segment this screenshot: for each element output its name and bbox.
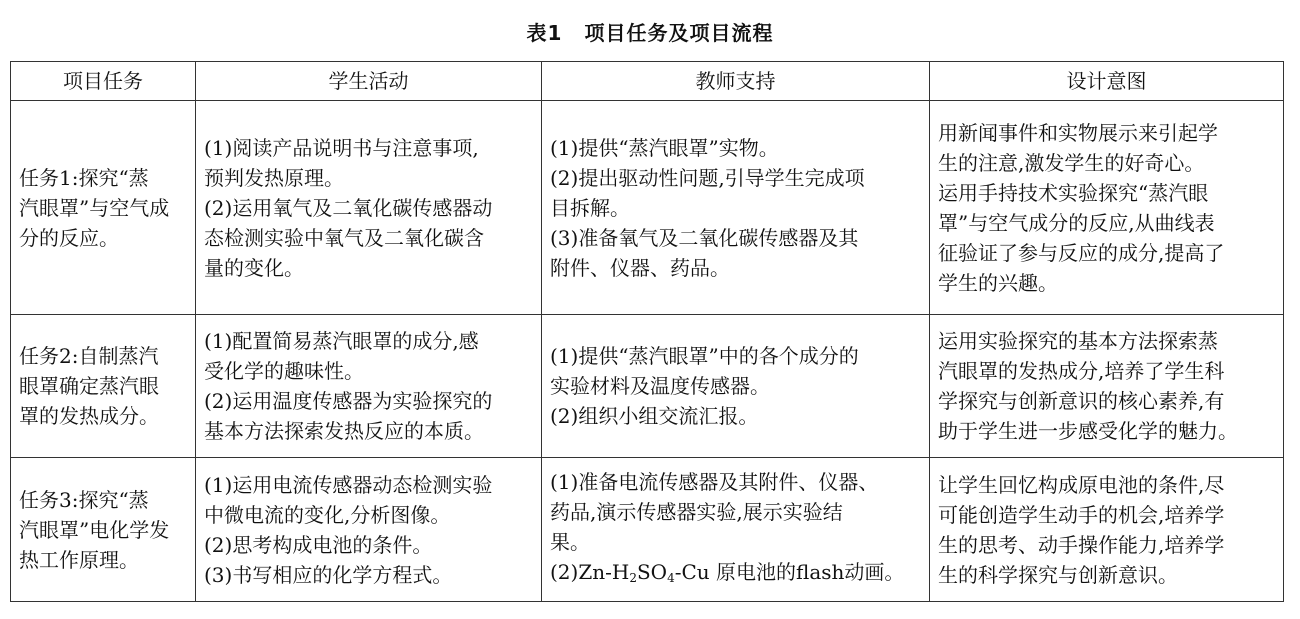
cell-line: (1)提供“蒸汽眼罩”实物。 bbox=[550, 135, 779, 160]
cell-line: (1)配置简易蒸汽眼罩的成分,感 bbox=[204, 329, 479, 353]
cell-line: (2)运用温度传感器为实验探究的 bbox=[204, 389, 493, 413]
cell-line: 汽眼罩”与空气成 bbox=[19, 195, 170, 220]
cell-line: (1)阅读产品说明书与注意事项, bbox=[204, 135, 479, 160]
cell-line: 任务2:自制蒸汽 bbox=[19, 344, 159, 368]
cell-line: 任务3:探究“蒸 bbox=[19, 487, 149, 512]
cell-line: 任务1:探究“蒸 bbox=[19, 165, 149, 190]
formula-suffix: -Cu 原电池的flash动画。 bbox=[674, 559, 905, 584]
design-intent-cell bbox=[930, 101, 1284, 315]
cell-line: 目拆解。 bbox=[550, 195, 630, 220]
header-task: 项目任务 bbox=[11, 62, 196, 101]
table-row bbox=[11, 458, 1284, 602]
table-title: 项目任务及项目流程 bbox=[584, 21, 774, 45]
formula-subscript: 4 bbox=[667, 570, 675, 585]
cell-line: 果。 bbox=[550, 529, 590, 554]
student-activity-cell bbox=[196, 315, 542, 458]
cell-line: (2)提出驱动性问题,引导学生完成项 bbox=[550, 165, 865, 190]
cell-line: 助于学生进一步感受化学的魅力。 bbox=[938, 419, 1238, 443]
cell-line: 学探究与创新意识的核心素养,有 bbox=[938, 389, 1225, 413]
cell-line: (2)运用氧气及二氧化碳传感器动 bbox=[204, 195, 493, 220]
cell-line: 征验证了参与反应的成分,提高了 bbox=[938, 240, 1225, 265]
header-row bbox=[11, 62, 1284, 101]
header-design-intent: 设计意图 bbox=[930, 62, 1284, 101]
table-number: 表1 bbox=[526, 21, 563, 45]
cell-line: (3)准备氧气及二氧化碳传感器及其 bbox=[550, 225, 859, 250]
formula-subscript: 2 bbox=[629, 570, 637, 585]
teacher-support-cell bbox=[542, 101, 930, 315]
table-caption bbox=[0, 20, 1300, 46]
student-activity-cell bbox=[196, 101, 542, 315]
cell-line: 用新闻事件和实物展示来引起学 bbox=[938, 120, 1218, 145]
cell-line: 附件、仪器、药品。 bbox=[550, 255, 730, 280]
cell-line: 中微电流的变化,分析图像。 bbox=[204, 502, 451, 527]
cell-line: 受化学的趣味性。 bbox=[204, 359, 364, 383]
formula-mid: SO bbox=[636, 559, 668, 584]
header-student-activity: 学生活动 bbox=[196, 62, 542, 101]
teacher-support-cell bbox=[542, 458, 930, 602]
student-activity-cell bbox=[196, 458, 542, 602]
header-teacher-support: 教师支持 bbox=[542, 62, 930, 101]
table-row bbox=[11, 315, 1284, 458]
cell-line: 生的科学探究与创新意识。 bbox=[938, 562, 1178, 587]
cell-line: 预判发热原理。 bbox=[204, 165, 344, 190]
cell-line: 学生的兴趣。 bbox=[938, 270, 1058, 295]
task-cell bbox=[11, 315, 196, 458]
cell-line: 可能创造学生动手的机会,培养学 bbox=[938, 502, 1225, 527]
cell-line: 罩”与空气成分的反应,从曲线表 bbox=[938, 210, 1215, 235]
cell-line: 实验材料及温度传感器。 bbox=[550, 374, 770, 398]
cell-line: 药品,演示传感器实验,展示实验结 bbox=[550, 499, 843, 524]
cell-line: 让学生回忆构成原电池的条件,尽 bbox=[938, 472, 1225, 497]
cell-line: 量的变化。 bbox=[204, 255, 304, 280]
task-cell bbox=[11, 458, 196, 602]
cell-line: 热工作原理。 bbox=[19, 547, 139, 572]
cell-line: 生的注意,激发学生的好奇心。 bbox=[938, 150, 1205, 175]
cell-line: (1)提供“蒸汽眼罩”中的各个成分的 bbox=[550, 344, 859, 368]
project-table bbox=[10, 61, 1284, 602]
task-cell bbox=[11, 101, 196, 315]
cell-line: 罩的发热成分。 bbox=[19, 404, 159, 428]
cell-line: (1)运用电流传感器动态检测实验 bbox=[204, 472, 493, 497]
cell-line: (3)书写相应的化学方程式。 bbox=[204, 562, 453, 587]
formula-line bbox=[550, 557, 921, 593]
teacher-support-cell bbox=[542, 315, 930, 458]
cell-line: (1)准备电流传感器及其附件、仪器、 bbox=[550, 469, 879, 494]
cell-line: 生的思考、动手操作能力,培养学 bbox=[938, 532, 1225, 557]
cell-line: 汽眼罩的发热成分,培养了学生科 bbox=[938, 359, 1225, 383]
design-intent-cell bbox=[930, 315, 1284, 458]
formula-prefix: (2)Zn-H bbox=[550, 559, 630, 584]
cell-line: (2)组织小组交流汇报。 bbox=[550, 404, 759, 428]
cell-line: 分的反应。 bbox=[19, 225, 119, 250]
cell-line: 汽眼罩”电化学发 bbox=[19, 517, 170, 542]
cell-line: 态检测实验中氧气及二氧化碳含 bbox=[204, 225, 484, 250]
cell-line: 运用手持技术实验探究“蒸汽眼 bbox=[938, 180, 1209, 205]
cell-line: 基本方法探索发热反应的本质。 bbox=[204, 419, 484, 443]
design-intent-cell bbox=[930, 458, 1284, 602]
table-row bbox=[11, 101, 1284, 315]
cell-line: 眼罩确定蒸汽眼 bbox=[19, 374, 159, 398]
cell-line: (2)思考构成电池的条件。 bbox=[204, 532, 433, 557]
cell-line: 运用实验探究的基本方法探索蒸 bbox=[938, 329, 1218, 353]
